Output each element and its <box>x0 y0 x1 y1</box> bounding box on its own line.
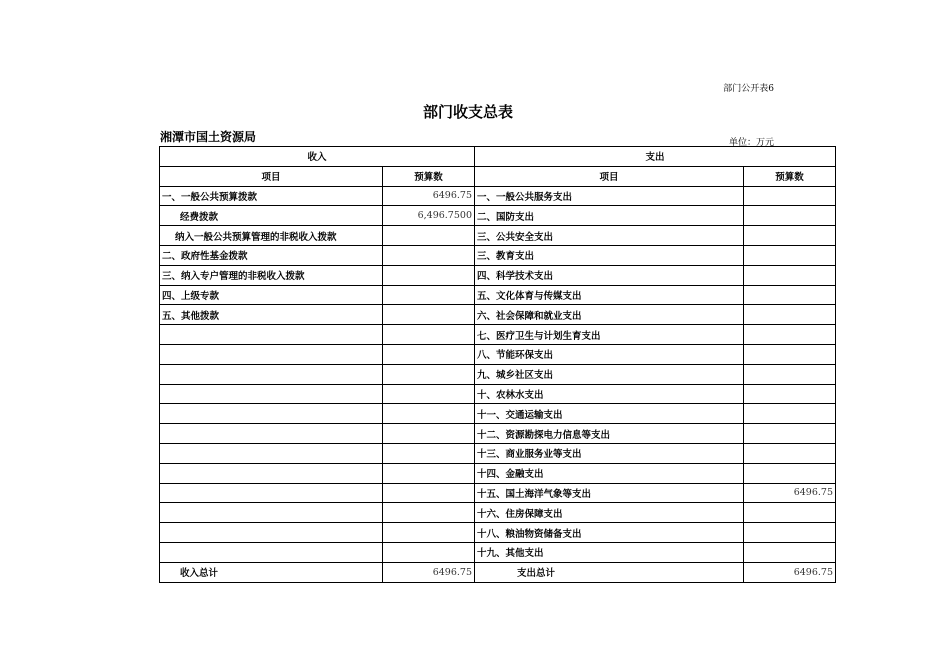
table-column-header-row <box>160 166 836 186</box>
table-row <box>160 523 836 543</box>
expense-item-cell: 十五、国土海洋气象等支出 <box>475 483 744 503</box>
table-row <box>160 503 836 523</box>
income-budget-cell <box>383 344 475 364</box>
expense-item-cell: 三、教育支出 <box>475 245 744 265</box>
page-title: 部门收支总表 <box>422 103 513 121</box>
expense-item-cell: 八、节能环保支出 <box>475 344 744 364</box>
table-row <box>160 364 836 384</box>
expense-budget-cell <box>744 186 836 206</box>
expense-item-cell: 十一、交通运输支出 <box>475 404 744 424</box>
table-row <box>160 483 836 503</box>
expense-item-cell: 十二、资源勘探电力信息等支出 <box>475 424 744 444</box>
expense-item-cell: 六、社会保障和就业支出 <box>475 305 744 325</box>
expense-budget-cell <box>744 424 836 444</box>
income-item-cell: 三、纳入专户管理的非税收入拨款 <box>160 265 383 285</box>
expense-item-cell: 十六、住房保障支出 <box>475 503 744 523</box>
expense-item-cell: 七、医疗卫生与计划生育支出 <box>475 325 744 345</box>
income-budget-cell <box>383 424 475 444</box>
expense-budget-cell <box>744 463 836 483</box>
income-item-cell <box>160 364 383 384</box>
table-row <box>160 206 836 226</box>
expense-budget-cell <box>744 245 836 265</box>
expense-budget-cell <box>744 344 836 364</box>
expense-budget-cell <box>744 206 836 226</box>
income-budget-cell <box>383 443 475 463</box>
expense-item-cell: 三、公共安全支出 <box>475 226 744 246</box>
income-item-cell <box>160 483 383 503</box>
income-budget-cell <box>383 463 475 483</box>
income-budget-cell <box>383 483 475 503</box>
income-item-cell <box>160 503 383 523</box>
table-row <box>160 384 836 404</box>
income-item-cell <box>160 443 383 463</box>
table-row <box>160 285 836 305</box>
expense-item-cell: 一、一般公共服务支出 <box>475 186 744 206</box>
income-budget-cell <box>383 384 475 404</box>
income-header: 收入 <box>160 147 475 167</box>
expense-total-value: 6496.75 <box>744 562 836 582</box>
expense-budget-cell <box>744 265 836 285</box>
table-row <box>160 463 836 483</box>
expense-item-cell: 二、国防支出 <box>475 206 744 226</box>
income-item-cell <box>160 542 383 562</box>
income-item-cell <box>160 384 383 404</box>
expense-budget-cell <box>744 443 836 463</box>
expense-total-label: 支出总计 <box>475 562 744 582</box>
table-total-row <box>160 562 836 582</box>
table-row <box>160 186 836 206</box>
income-budget-cell <box>383 265 475 285</box>
table-number-label: 部门公开表6 <box>723 84 774 94</box>
income-budget-cell <box>383 226 475 246</box>
expense-budget-cell <box>744 364 836 384</box>
income-item-cell: 一、一般公共预算拨款 <box>160 186 383 206</box>
income-item-header: 项目 <box>160 166 383 186</box>
income-item-cell: 二、政府性基金拨款 <box>160 245 383 265</box>
income-budget-cell <box>383 305 475 325</box>
budget-table <box>159 146 836 583</box>
expense-item-cell: 十三、商业服务业等支出 <box>475 443 744 463</box>
income-item-cell <box>160 463 383 483</box>
table-row <box>160 325 836 345</box>
income-budget-cell: 6,496.7500 <box>383 206 475 226</box>
income-budget-cell: 6496.75 <box>383 186 475 206</box>
expense-item-cell: 十八、粮油物资储备支出 <box>475 523 744 543</box>
income-budget-cell <box>383 245 475 265</box>
expense-budget-cell <box>744 523 836 543</box>
expense-budget-cell <box>744 226 836 246</box>
income-item-cell <box>160 404 383 424</box>
income-total-value: 6496.75 <box>383 562 475 582</box>
income-item-cell: 四、上级专款 <box>160 285 383 305</box>
income-budget-cell <box>383 404 475 424</box>
table-row <box>160 265 836 285</box>
income-budget-cell <box>383 325 475 345</box>
income-budget-header: 预算数 <box>383 166 475 186</box>
income-budget-cell <box>383 364 475 384</box>
expense-budget-cell: 6496.75 <box>744 483 836 503</box>
expense-budget-cell <box>744 503 836 523</box>
income-budget-cell <box>383 523 475 543</box>
table-row <box>160 542 836 562</box>
table-row <box>160 443 836 463</box>
income-item-cell: 五、其他拨款 <box>160 305 383 325</box>
expense-budget-cell <box>744 384 836 404</box>
expense-item-header: 项目 <box>475 166 744 186</box>
expense-budget-cell <box>744 305 836 325</box>
income-item-cell <box>160 424 383 444</box>
expense-item-cell: 十四、金融支出 <box>475 463 744 483</box>
expense-item-cell: 四、科学技术支出 <box>475 265 744 285</box>
income-item-cell: 纳入一般公共预算管理的非税收入拨款 <box>160 226 383 246</box>
table-section-header-row <box>160 147 836 167</box>
expense-budget-cell <box>744 325 836 345</box>
unit-label: 单位：万元 <box>728 138 774 148</box>
expense-budget-header: 预算数 <box>744 166 836 186</box>
expense-item-cell: 十、农林水支出 <box>475 384 744 404</box>
table-row <box>160 424 836 444</box>
table-row <box>160 404 836 424</box>
income-item-cell <box>160 325 383 345</box>
income-item-cell: 经费拨款 <box>160 206 383 226</box>
expense-budget-cell <box>744 542 836 562</box>
expense-item-cell: 五、文化体育与传媒支出 <box>475 285 744 305</box>
expense-header: 支出 <box>475 147 836 167</box>
income-item-cell <box>160 344 383 364</box>
income-budget-cell <box>383 542 475 562</box>
income-budget-cell <box>383 285 475 305</box>
table-row <box>160 305 836 325</box>
income-item-cell <box>160 523 383 543</box>
table-row <box>160 245 836 265</box>
income-total-label: 收入总计 <box>160 562 383 582</box>
organization-name: 湘潭市国土资源局 <box>160 130 257 144</box>
table-row <box>160 344 836 364</box>
table-row <box>160 226 836 246</box>
expense-item-cell: 九、城乡社区支出 <box>475 364 744 384</box>
expense-budget-cell <box>744 285 836 305</box>
expense-item-cell: 十九、其他支出 <box>475 542 744 562</box>
income-budget-cell <box>383 503 475 523</box>
expense-budget-cell <box>744 404 836 424</box>
